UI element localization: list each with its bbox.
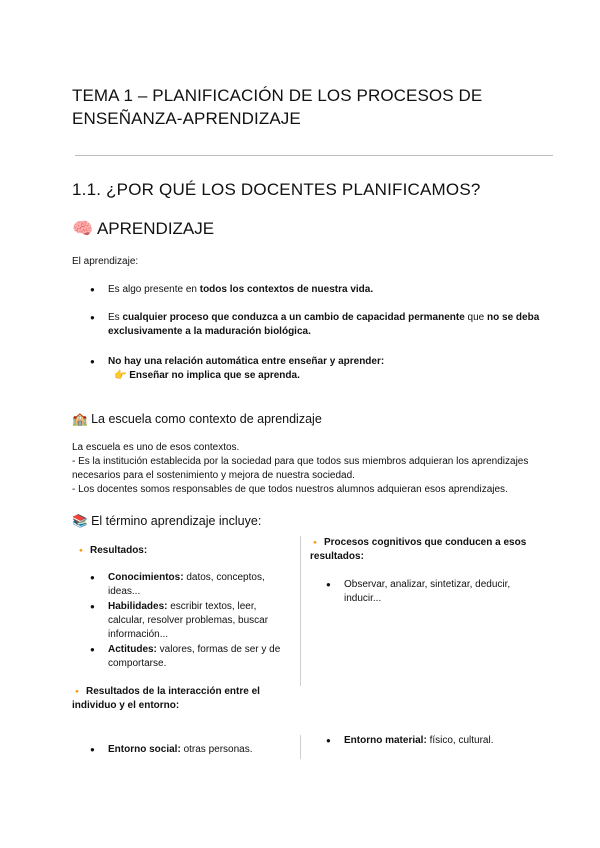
text: escribir textos, leer, calcular, resolver problemas, buscar información...	[108, 601, 269, 640]
column-divider	[300, 536, 301, 686]
paragraph-line: - Es la institución establecida por la sociedad para que todos sus miembros adquieran los aprendizajes necesarios para el sostenimiento y mejora de nuestra sociedad.	[72, 456, 529, 481]
bold-text: Entorno social:	[108, 744, 181, 755]
list-item	[326, 734, 536, 748]
paragraph-line: La escuela es uno de esos contextos.	[72, 442, 240, 453]
school-icon: 🏫	[72, 412, 88, 426]
text: datos, conceptos, ideas...	[108, 572, 265, 597]
escuela-heading	[72, 412, 322, 427]
termino-heading-text: El término aprendizaje incluye:	[91, 514, 262, 528]
column-divider	[300, 735, 301, 759]
text: Es	[108, 312, 123, 323]
bullet-list-1	[90, 283, 545, 297]
text: que	[464, 312, 488, 323]
bold-text: Actitudes:	[108, 644, 157, 655]
diamond-icon: 🔸	[76, 546, 86, 555]
text: físico, cultural.	[426, 735, 494, 746]
list-item	[90, 743, 290, 757]
bullet-list-2	[90, 311, 545, 339]
list-item	[90, 571, 290, 599]
text: Resultados:	[89, 545, 148, 556]
books-icon: 📚	[72, 514, 88, 528]
text: Resultados de la interacción entre el individuo y el entorno:	[72, 686, 260, 711]
document-title: TEMA 1 – PLANIFICACIÓN DE LOS PROCESOS DE ENSEÑANZA-APRENDIZAJE	[72, 86, 483, 128]
pointing-hand-icon: 👉	[114, 370, 127, 381]
aprendizaje-intro: El aprendizaje:	[72, 256, 139, 267]
interaccion-heading	[72, 685, 297, 713]
bold-text: todos los contextos de nuestra vida.	[199, 284, 374, 295]
procesos-heading	[310, 536, 550, 564]
bold-text: No hay una relación automática entre enseñar y aprender:	[108, 356, 385, 367]
bold-text: Habilidades:	[108, 601, 168, 612]
list-item	[90, 600, 290, 642]
entorno-social-list	[90, 743, 290, 757]
bold-text: cualquier proceso que conduzca a un cambio de capacidad permanente	[122, 312, 465, 323]
aprendizaje-heading	[72, 219, 214, 239]
aprendizaje-heading-text: APRENDIZAJE	[96, 219, 215, 238]
section-title: 1.1. ¿POR QUÉ LOS DOCENTES PLANIFICAMOS?	[72, 180, 481, 199]
text: valores, formas de ser y de comportarse.	[108, 644, 281, 669]
callout-line	[108, 369, 545, 383]
bullet-list-3	[90, 355, 545, 383]
list-item	[90, 355, 545, 383]
list-item	[90, 643, 290, 671]
escuela-paragraph	[72, 441, 557, 497]
text: Es algo presente en	[108, 284, 200, 295]
bold-text: Enseñar no implica que se aprenda.	[129, 370, 300, 381]
list-item	[90, 283, 545, 297]
resultados-heading	[76, 544, 147, 558]
list-item: ● Observar, analizar, sintetizar, deducir, inducir...	[326, 578, 536, 606]
list-item	[90, 311, 545, 339]
paragraph-line: - Los docentes somos responsables de que todos nuestros alumnos adquieran esos aprendizajes.	[72, 484, 508, 495]
bold-text: Entorno material:	[344, 735, 427, 746]
escuela-heading-text: La escuela como contexto de aprendizaje	[91, 412, 322, 426]
text: otras personas.	[180, 744, 253, 755]
bold-text: no se deba exclusivamente a la maduración biológica.	[108, 312, 540, 337]
diamond-icon: 🔸	[310, 538, 320, 547]
divider	[75, 155, 553, 156]
bold-text: Conocimientos:	[108, 572, 184, 583]
resultados-list	[90, 571, 290, 672]
text: Procesos cognitivos que conducen a esos resultados:	[310, 537, 527, 562]
entorno-material-list	[326, 734, 536, 748]
diamond-icon: 🔸	[72, 687, 82, 696]
termino-heading	[72, 514, 261, 529]
brain-icon: 🧠	[72, 219, 94, 238]
procesos-list	[326, 578, 536, 606]
